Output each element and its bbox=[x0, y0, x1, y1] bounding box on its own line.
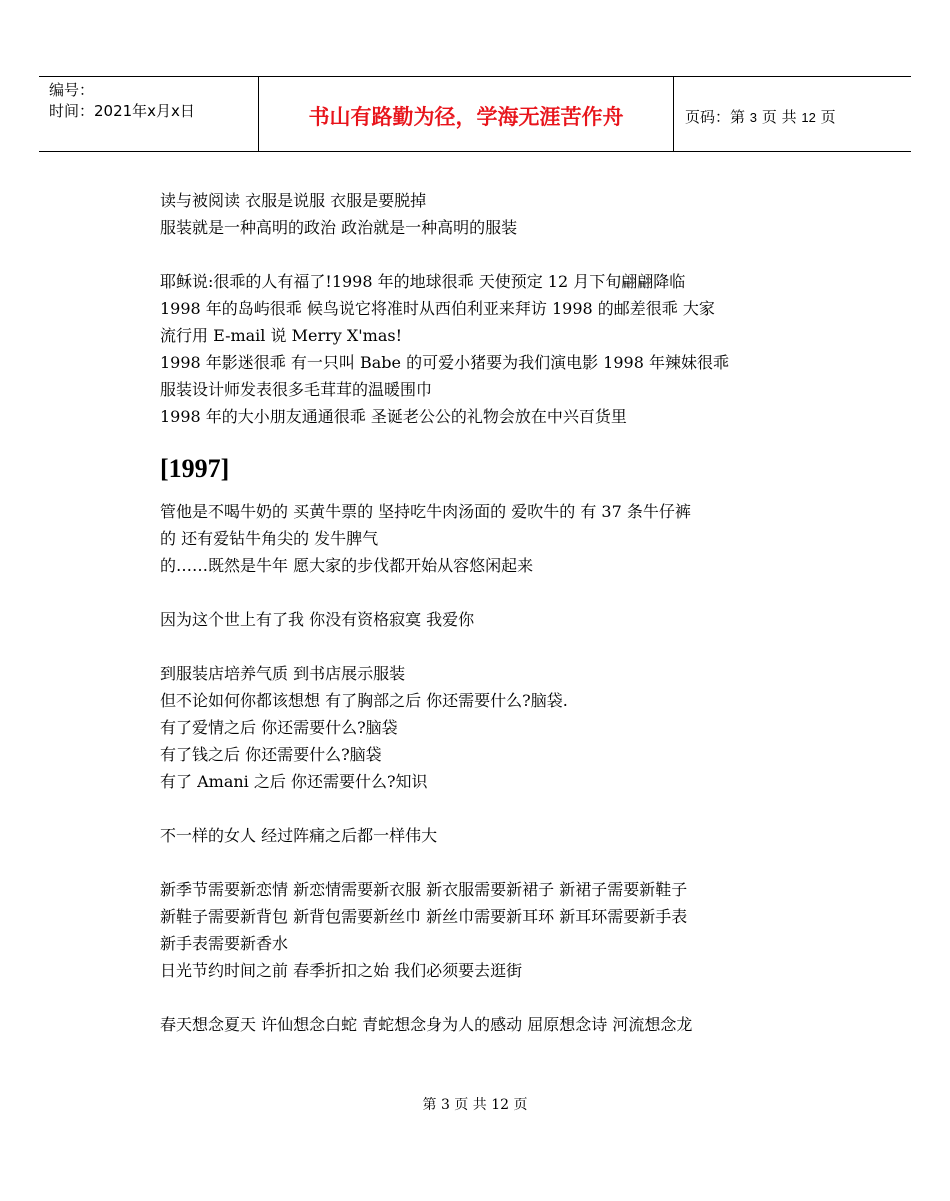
page-footer: 第 3 页 共 12 页 bbox=[422, 1097, 528, 1113]
page-middle: 页 共 bbox=[761, 108, 797, 126]
header-motto: 书山有路勤为径，学海无涯苦作舟 bbox=[308, 105, 624, 129]
paragraph-line: 服装设计师发表很多毛茸茸的温暖围巾 bbox=[160, 380, 433, 399]
serial-label: 编号： bbox=[49, 81, 95, 99]
paragraph-line: 新鞋子需要新背包 新背包需要新丝巾 新丝巾需要新耳环 新耳环需要新手表 bbox=[160, 907, 688, 926]
document-header bbox=[39, 76, 911, 152]
paragraph-line: 不一样的女人 经过阵痛之后都一样伟大 bbox=[160, 826, 438, 845]
header-divider bbox=[673, 77, 674, 151]
paragraph-line: 的……既然是牛年 愿大家的步伐都开始从容悠闲起来 bbox=[160, 556, 534, 575]
paragraph-line: 到服装店培养气质 到书店展示服装 bbox=[160, 664, 406, 683]
paragraph-line: 有了爱情之后 你还需要什么?脑袋 bbox=[160, 718, 398, 737]
paragraph-line: 新季节需要新恋情 新恋情需要新衣服 新衣服需要新裙子 新裙子需要新鞋子 bbox=[160, 880, 688, 899]
paragraph-line: 但不论如何你都该想想 有了胸部之后 你还需要什么?脑袋. bbox=[160, 691, 568, 710]
paragraph-line: 有了 Amani 之后 你还需要什么?知识 bbox=[160, 772, 428, 791]
paragraph-line: 新手表需要新香水 bbox=[160, 934, 289, 953]
paragraph-line: 日光节约时间之前 春季折扣之始 我们必须要去逛街 bbox=[160, 961, 523, 980]
section-heading: [1997] bbox=[160, 454, 230, 483]
page-current: 3 bbox=[749, 110, 758, 125]
page-prefix: 页码：第 bbox=[685, 108, 746, 126]
paragraph-line: 有了钱之后 你还需要什么?脑袋 bbox=[160, 745, 382, 764]
paragraph-line: 管他是不喝牛奶的 买黄牛票的 坚持吃牛肉汤面的 爱吹牛的 有 37 条牛仔裤 bbox=[160, 502, 691, 521]
header-page-number bbox=[685, 106, 836, 127]
paragraph-line: 春天想念夏天 许仙想念白蛇 青蛇想念身为人的感动 屈原想念诗 河流想念龙 bbox=[160, 1015, 693, 1034]
paragraph-line: 耶稣说:很乖的人有福了!1998 年的地球很乖 天使预定 12 月下旬翩翩降临 bbox=[160, 272, 686, 291]
paragraph-line: 的 还有爱钻牛角尖的 发牛脾气 bbox=[160, 529, 379, 548]
paragraph-line: 读与被阅读 衣服是说服 衣服是要脱掉 bbox=[160, 191, 427, 210]
paragraph-line: 1998 年的岛屿很乖 候鸟说它将准时从西伯利亚来拜访 1998 的邮差很乖 大家 bbox=[160, 299, 715, 318]
document-body bbox=[160, 187, 800, 1038]
paragraph-line: 1998 年的大小朋友通通很乖 圣诞老公公的礼物会放在中兴百货里 bbox=[160, 407, 627, 426]
paragraph-line: 服装就是一种高明的政治 政治就是一种高明的服装 bbox=[160, 218, 518, 237]
page-suffix: 页 bbox=[820, 108, 836, 126]
header-meta bbox=[49, 80, 195, 122]
page-total: 12 bbox=[801, 110, 816, 125]
paragraph-line: 流行用 E-mail 说 Merry X'mas! bbox=[160, 326, 403, 345]
time-label: 时间：2021年x月x日 bbox=[49, 102, 195, 120]
paragraph-line: 因为这个世上有了我 你没有资格寂寞 我爱你 bbox=[160, 610, 475, 629]
paragraph-line: 1998 年影迷很乖 有一只叫 Babe 的可爱小猪要为我们演电影 1998 年辣妹很乖 bbox=[160, 353, 729, 372]
